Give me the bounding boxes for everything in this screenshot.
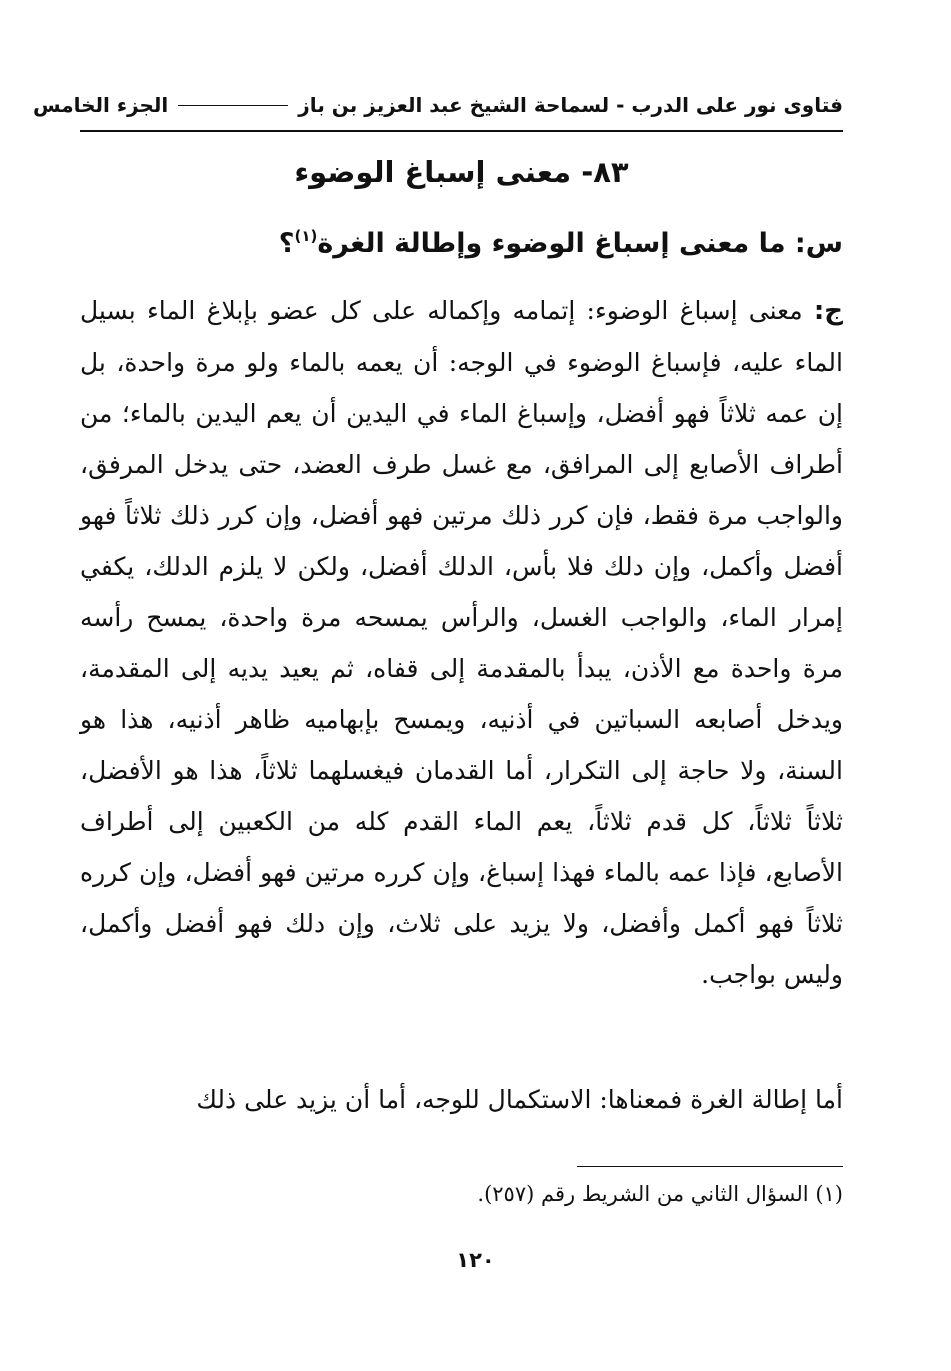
question-mark: ؟: [278, 228, 295, 259]
question-text: س: ما معنى إسباغ الوضوء وإطالة الغرة: [317, 228, 843, 259]
book-title: فتاوى نور على الدرب - لسماحة الشيخ عبد العزيز بن باز: [298, 93, 843, 117]
answer-paragraph: [80, 285, 843, 1000]
answer-label: ج:: [813, 296, 843, 326]
footnote: (١) السؤال الثاني من الشريط رقم (٢٥٧).: [477, 1182, 843, 1206]
answer-text: معنى إسباغ الوضوء: إتمامه وإكماله على كل عضو بإبلاغ الماء بسيل الماء عليه، فإسباغ الوضوء في الوجه: أن يعمه بالماء ولو مرة واحدة، بل إن عمه ثلاثاً فهو أفضل، وإسباغ الماء في اليدين أن يعم اليدين بالماء؛ من أطراف الأصابع إلى المرافق، مع غسل طرف العضد، حتى يدخل المرفق، والواجب مرة فقط، فإن كرر ذلك مرتين فهو أفضل، وإن كرر ذلك ثلاثاً فهو أفضل وأكمل، وإن دلك فلا بأس، الدلك أفضل، ولكن لا يلزم الدلك، يكفي إمرار الماء، والواجب الغسل، والرأس يمسحه مرة واحدة، يمسح رأسه مرة واحدة مع الأذن، يبدأ بالمقدمة إلى قفاه، ثم يعيد يديه إلى المقدمة، ويدخل أصابعه السباتين في أذنيه، ويمسح بإبهاميه ظاهر أذنيه، هذا هو السنة، ولا حاجة إلى التكرار، أما القدمان فيغسلهما ثلاثاً، هذا هو الأفضل، ثلاثاً ثلاثاً، كل قدم ثلاثاً، يعم الماء القدم كله من الكعبين إلى أطراف الأصابع، فإذا عمه بالماء فهذا إسباغ، وإن كرره مرتين فهو أفضل، وإن كرره ثلاثاً فهو أكمل وأفضل، ولا يزيد على ثلاث، وإن دلك فهو أفضل وأكمل، وليس بواجب.: [80, 296, 843, 989]
header-rule-divider: [178, 105, 288, 106]
chapter-title: ٨٣- معنى إسباغ الوضوء: [294, 155, 629, 189]
volume-label: الجزء الخامس: [32, 93, 169, 117]
continuation-paragraph: أما إطالة الغرة فمعناها: الاستكمال للوجه، أما أن يزيد على ذلك: [196, 1085, 843, 1114]
question: [80, 216, 843, 272]
footnote-separator: [577, 1166, 843, 1167]
running-header: [32, 80, 843, 132]
footnote-reference: (١): [294, 227, 318, 245]
page-number: ١٢٠: [456, 1248, 495, 1272]
